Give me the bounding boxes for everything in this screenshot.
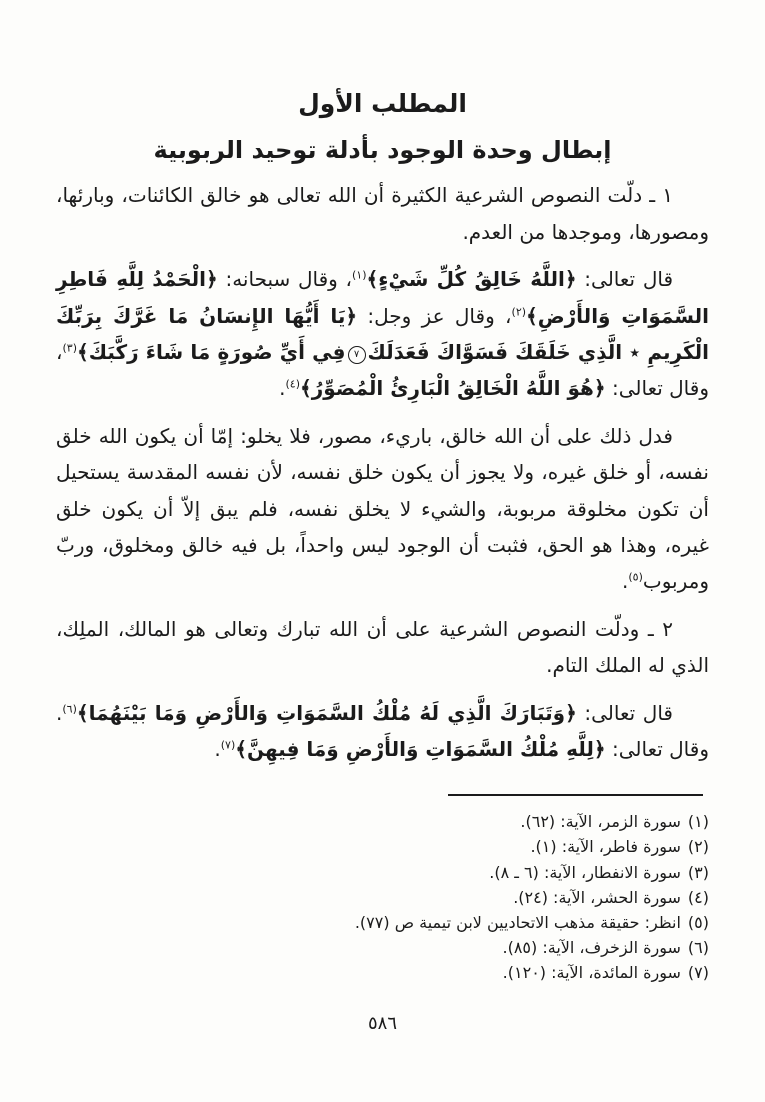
footnote-number: (٤) <box>687 887 709 907</box>
body-text: . وقال تعالى: <box>56 700 709 761</box>
body-text: ، وقال عز وجل: <box>357 303 512 328</box>
footnote-item <box>56 834 709 859</box>
footnote-text: سورة الزمر، الآية: (٦٢). <box>520 812 681 832</box>
footnote-item <box>56 885 709 910</box>
footnote-reference: (٧) <box>220 738 236 752</box>
body-paragraphs <box>56 177 709 767</box>
paragraph-3 <box>56 418 709 600</box>
quran-verse-text: ﴿هُوَ اللَّهُ الْخَالِقُ الْبَارِئُ الْمُصَوِّرُ﴾ <box>300 376 606 401</box>
quran-verse-text: فِي أَيِّ صُورَةٍ مَا شَاءَ رَكَّبَكَ﴾ <box>76 340 346 364</box>
footnote-reference: (٦) <box>62 701 77 715</box>
footnote-text: سورة الانفطار، الآية: (٦ ـ ٨). <box>489 862 681 882</box>
footnote-reference: (٣) <box>62 341 77 355</box>
quran-verse-text: ﴿يَا أَيُّهَا الإِنسَانُ مَا غَرَّكَ بِرَبِّكَ الْكَرِيمِ ٭ الَّذِي خَلَقَكَ فَسَوَّاكَ فَعَدَلَكَ <box>56 303 709 364</box>
paragraph-2-quran-quotes <box>56 261 709 407</box>
quran-verse-text: ﴿لِلَّهِ مُلْكُ السَّمَوَاتِ وَالأَرْضِ وَمَا فِيهِنَّ﴾ <box>235 736 606 761</box>
footnote-reference: (٥) <box>628 570 643 584</box>
paragraph-1 <box>56 177 709 250</box>
paragraph-4 <box>56 611 709 684</box>
footnote-number: (٥) <box>687 912 709 932</box>
quran-verse-text: ﴿وَتَبَارَكَ الَّذِي لَهُ مُلْكُ السَّمَوَاتِ وَالأَرْضِ وَمَا بَيْنَهُمَا﴾ <box>76 700 577 725</box>
body-text: فدل ذلك على أن الله خالق، باريء، مصور، فلا يخلو: إمّا أن يكون الله خلق نفسه، أو خلق غيره، ولا يجوز أن يكون خلق نفسه، لأن نفسه المقدسة يستحيل أن تكون مخلوقة مربوبة، والشيء لا يخلق نفسه، فلم يبق إلاّ أن يكون خلق غيره، وهذا هو الحق، فثبت أن الوجود ليس واحداً، بل فيه خالق ومخلوق، وربّ ومربوب <box>56 423 709 594</box>
footnote-divider <box>448 794 703 796</box>
body-text: ١ ـ دلّت النصوص الشرعية الكثيرة أن الله تعالى هو خالق الكائنات، وبارئها، ومصورها، وموجدها من العدم. <box>56 183 709 244</box>
footnote-reference: (١) <box>352 268 367 282</box>
footnote-item <box>56 935 709 960</box>
footnote-text: سورة فاطر، الآية: (١). <box>530 837 681 857</box>
paragraph-5-quran-quotes <box>56 695 709 768</box>
body-text: قال تعالى: <box>576 700 673 725</box>
heading-topic: المطلب الأول <box>298 89 467 118</box>
page-title: إبطال وحدة الوجود بأدلة توحيد الربوبية <box>153 136 612 165</box>
footnote-text: سورة الزخرف، الآية: (٨٥). <box>502 937 681 957</box>
footnote-item <box>56 910 709 935</box>
body-text: . <box>279 376 286 401</box>
quran-verse-text: ﴿اللَّهُ خَالِقُ كُلِّ شَيْءٍ﴾ <box>366 267 577 292</box>
footnote-number: (١) <box>687 812 709 832</box>
ayah-number-badge: ٧ <box>348 346 366 364</box>
footnote-text: انظر: حقيقة مذهب الاتحاديين لابن تيمية ص (٧٧). <box>354 912 681 932</box>
body-text: . <box>621 569 629 594</box>
footnote-text: سورة الحشر، الآية: (٢٤). <box>513 887 681 907</box>
body-text: . <box>214 736 221 761</box>
footnote-item <box>56 960 709 985</box>
footnote-number: (٧) <box>687 962 709 982</box>
footnote-number: (٢) <box>687 837 709 857</box>
footnote-reference: (٢) <box>511 304 527 318</box>
footnote-item <box>56 809 709 834</box>
quran-verse-text: ﴿الْحَمْدُ لِلَّهِ فَاطِرِ السَّمَوَاتِ وَالأَرْضِ﴾ <box>56 267 710 328</box>
footnote-text: سورة المائدة، الآية: (١٢٠). <box>502 962 681 982</box>
footnotes-list <box>56 809 709 985</box>
footnote-reference: (٤) <box>285 377 301 391</box>
page-number: ٥٨٦ <box>367 1013 397 1034</box>
body-text: قال تعالى: <box>576 267 674 292</box>
footnote-item <box>56 860 709 885</box>
footnote-number: (٦) <box>687 937 709 957</box>
footnote-number: (٣) <box>687 862 709 882</box>
body-text: ، وقال سبحانه: <box>217 267 352 292</box>
body-text: ، وقال تعالى: <box>56 340 709 401</box>
body-text: ٢ ـ ودلّت النصوص الشرعية على أن الله تبارك وتعالى هو المالك، الملِك، الذي له الملك التام. <box>56 616 709 678</box>
